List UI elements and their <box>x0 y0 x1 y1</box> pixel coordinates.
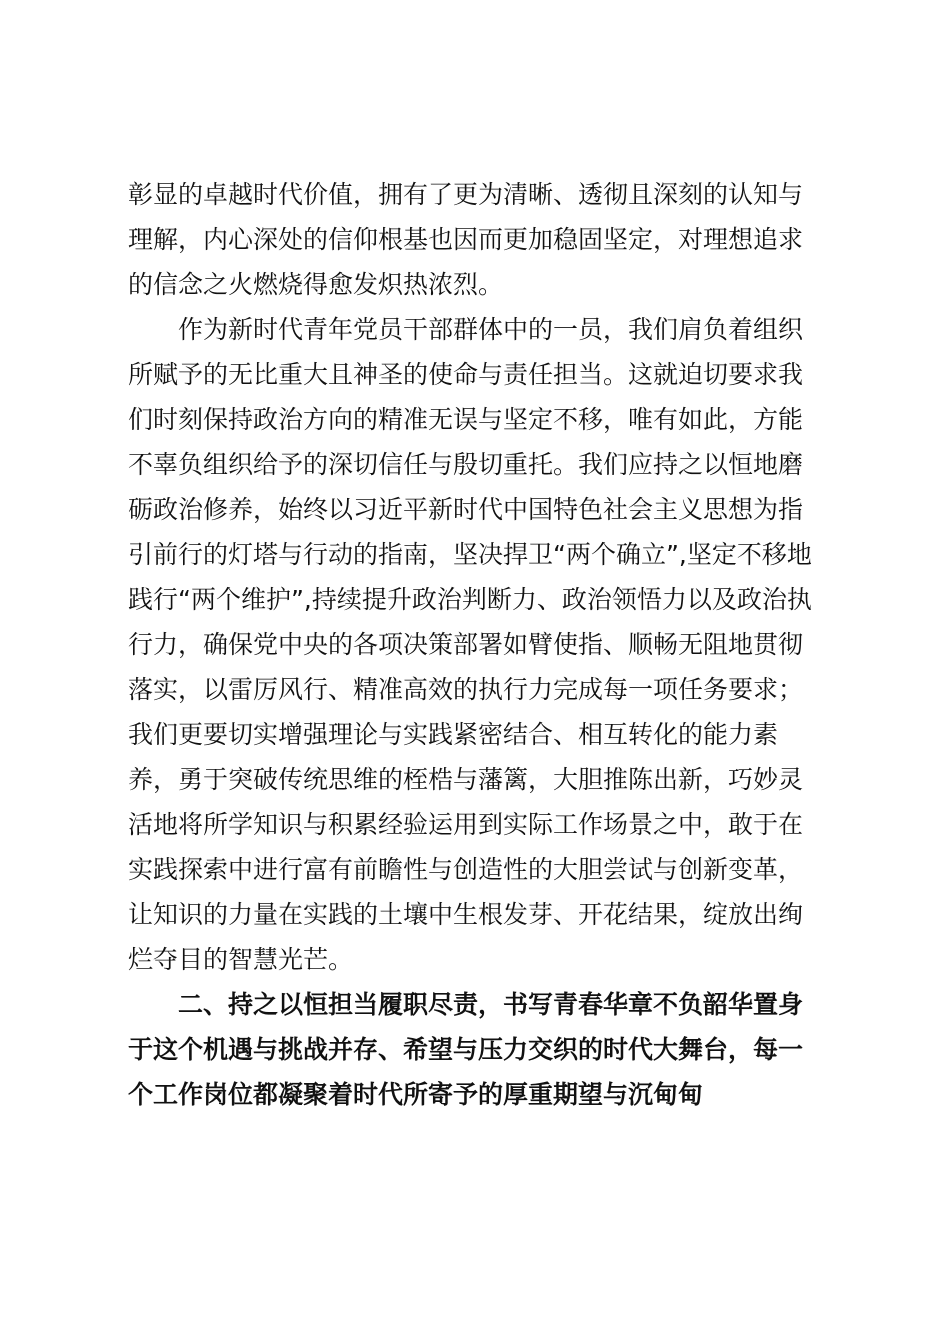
paragraph-line: 不辜负组织给予的深切信任与殷切重托。我们应持之以恒地磨 <box>128 450 804 479</box>
paragraph-first-line: 作为新时代青年党员干部群体中的一员，我们肩负着组织 <box>178 315 804 344</box>
paragraph-line: 彰显的卓越时代价值，拥有了更为清晰、透彻且深刻的认知与 <box>128 180 804 209</box>
section-heading-line: 二、持之以恒担当履职尽责，书写青春华章不负韶华置身 <box>178 990 804 1019</box>
paragraph-line: 实践探索中进行富有前瞻性与创造性的大胆尝试与创新变革， <box>128 855 804 884</box>
paragraph-line: 理解，内心深处的信仰根基也因而更加稳固坚定，对理想追求 <box>128 225 804 254</box>
paragraph-line: 养，勇于突破传统思维的桎梏与藩篱，大胆推陈出新，巧妙灵 <box>128 765 804 794</box>
paragraph-line: 活地将所学知识与积累经验运用到实际工作场景之中，敢于在 <box>128 810 804 839</box>
paragraph-line: 所赋予的无比重大且神圣的使命与责任担当。这就迫切要求我 <box>128 360 804 389</box>
paragraph-line: 践行“两个维护”,持续提升政治判断力、政治领悟力以及政治执 <box>128 585 812 614</box>
paragraph-line: 们时刻保持政治方向的精准无误与坚定不移，唯有如此，方能 <box>128 405 804 434</box>
paragraph-line: 引前行的灯塔与行动的指南，坚决捍卫“两个确立”,坚定不移地 <box>128 540 812 569</box>
paragraph-line: 我们更要切实增强理论与实践紧密结合、相互转化的能力素 <box>128 720 779 749</box>
section-heading-line: 于这个机遇与挑战并存、希望与压力交织的时代大舞台，每一 <box>128 1035 804 1064</box>
paragraph-line: 让知识的力量在实践的土壤中生根发芽、开花结果，绽放出绚 <box>128 900 804 929</box>
paragraph-line: 的信念之火燃烧得愈发炽热浓烈。 <box>128 270 504 299</box>
paragraph-line: 砺政治修养，始终以习近平新时代中国特色社会主义思想为指 <box>128 495 804 524</box>
paragraph-line: 落实，以雷厉风行、精准高效的执行力完成每一项任务要求； <box>128 675 804 704</box>
section-heading-line: 个工作岗位都凝聚着时代所寄予的厚重期望与沉甸甸 <box>128 1080 704 1109</box>
paragraph-line: 烂夺目的智慧光芒。 <box>128 945 354 974</box>
paragraph-line: 行力，确保党中央的各项决策部署如臂使指、顺畅无阻地贯彻 <box>128 630 804 659</box>
